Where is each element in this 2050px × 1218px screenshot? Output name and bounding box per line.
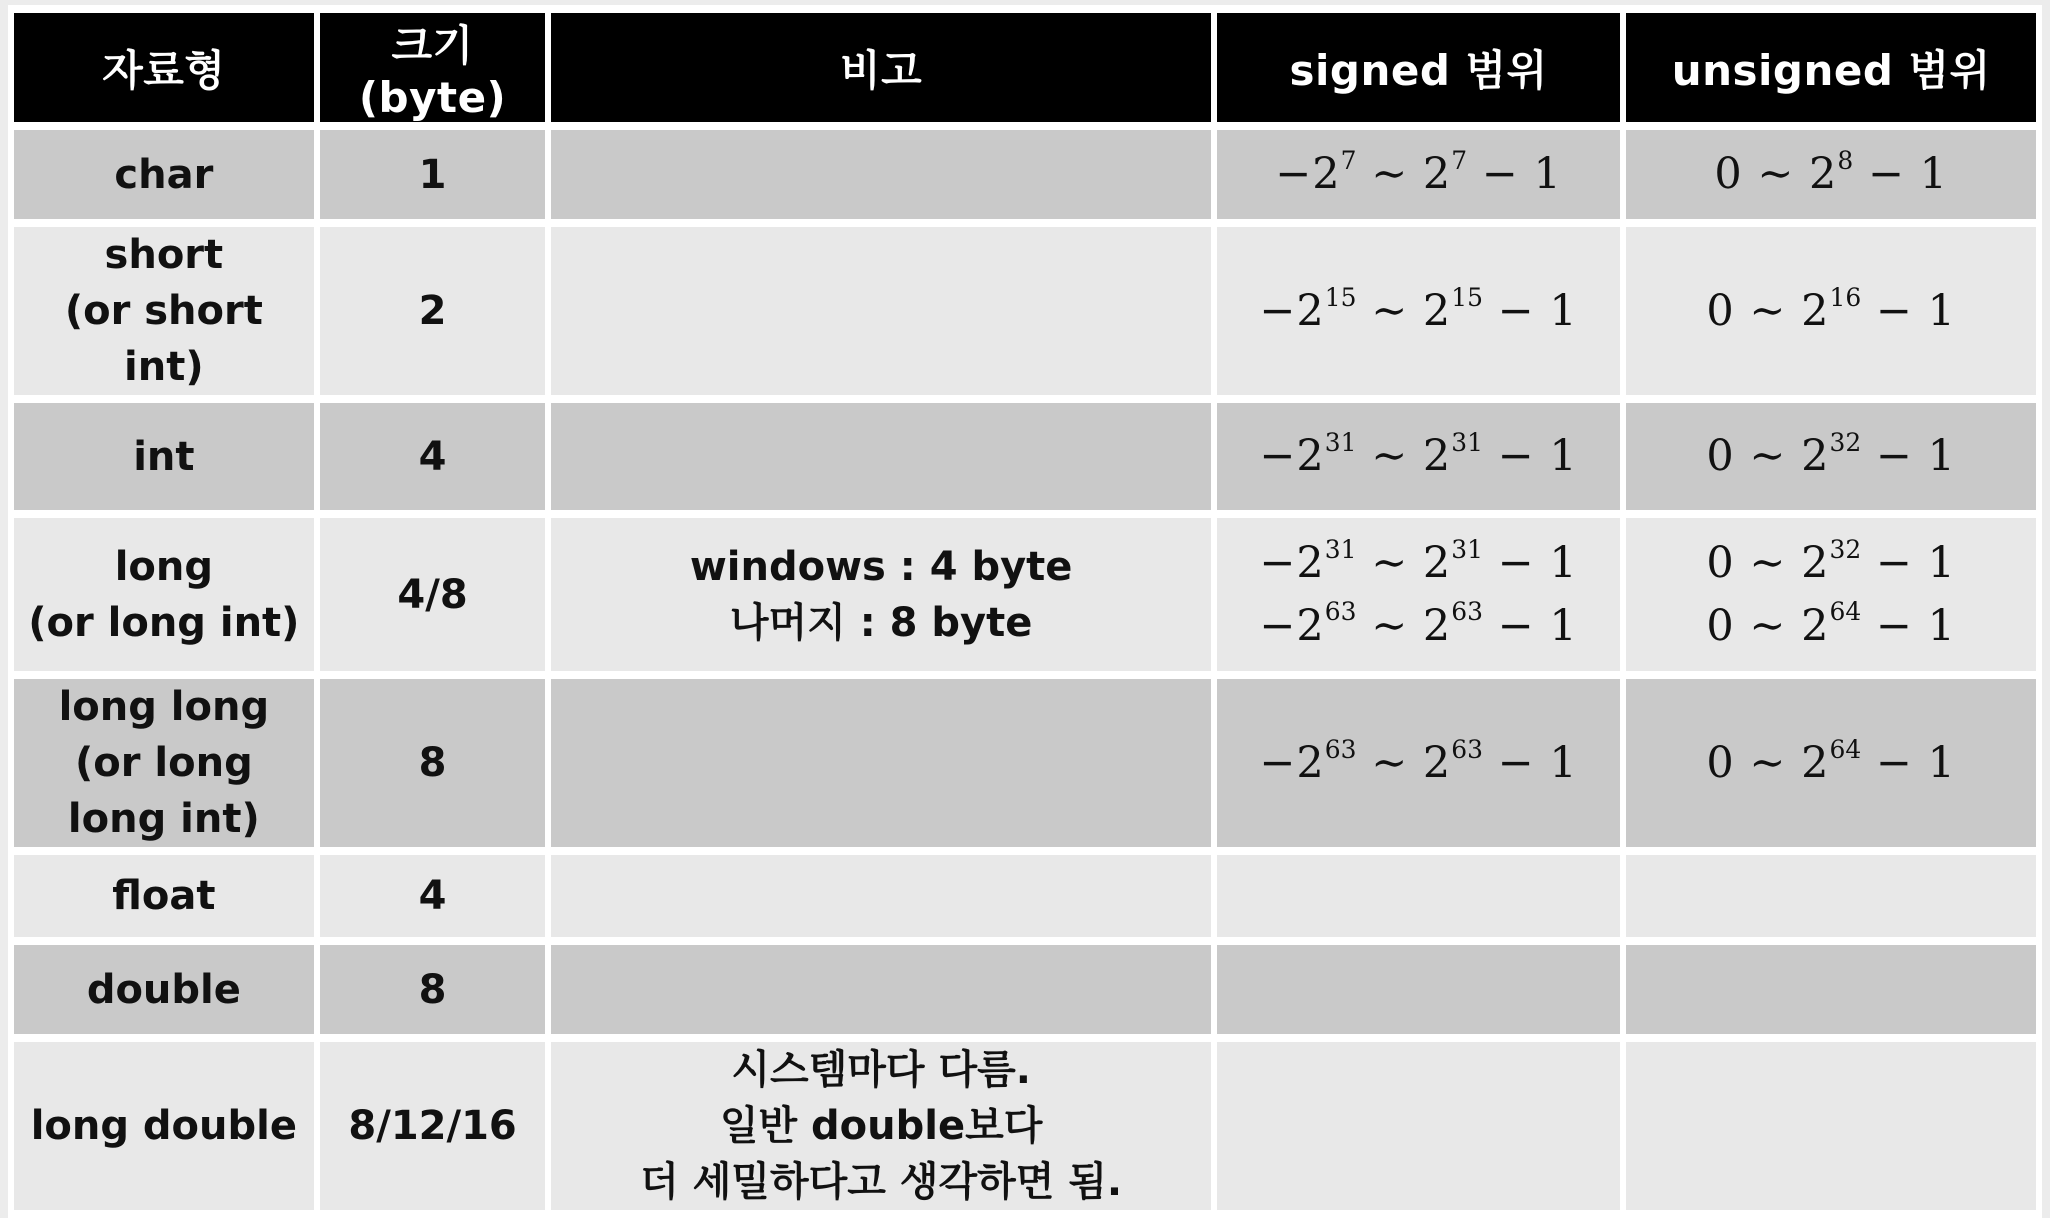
cell-size-bytes: 1 [320, 130, 546, 219]
col-header-unsigned-range: unsigned 범위 [1626, 13, 2036, 122]
cell-unsigned-range [1626, 945, 2036, 1034]
cell-type-name: long double [14, 1042, 314, 1210]
table-row [14, 1042, 2036, 1210]
cell-type-name: float [14, 855, 314, 937]
cell-unsigned-range: 0 ∼ $2^{32} - 1$ 0 ∼ $2^{64} - 1$ [1626, 518, 2036, 671]
table-body [14, 130, 2036, 1210]
cell-size-bytes: 4/8 [320, 518, 546, 671]
cell-type-name: int [14, 403, 314, 510]
cell-note [551, 130, 1210, 219]
cell-signed-range: $-2^{31}$ ∼ $2^{31} - 1$ $-2^{63}$ ∼ $2^{63} - 1$ [1217, 518, 1621, 671]
table-row [14, 518, 2036, 671]
table-row [14, 227, 2036, 395]
cell-signed-range: $-2^{15}$ ∼ $2^{15} - 1$ [1217, 227, 1621, 395]
cell-size-bytes: 4 [320, 855, 546, 937]
cell-size-bytes: 2 [320, 227, 546, 395]
cell-signed-range: $-2^7$ ∼ $2^7 - 1$ [1217, 130, 1621, 219]
cell-unsigned-range: 0 ∼ $2^{32} - 1$ [1626, 403, 2036, 510]
cell-type-name: long long (or long long int) [14, 679, 314, 847]
cell-size-bytes: 4 [320, 403, 546, 510]
col-header-signed-range: signed 범위 [1217, 13, 1621, 122]
cell-size-bytes: 8 [320, 945, 546, 1034]
table-row [14, 130, 2036, 219]
table-row [14, 855, 2036, 937]
cell-unsigned-range [1626, 855, 2036, 937]
cell-type-name: short (or short int) [14, 227, 314, 395]
cell-signed-range [1217, 945, 1621, 1034]
table-row [14, 945, 2036, 1034]
table-header [14, 13, 2036, 122]
col-header-note: 비고 [551, 13, 1210, 122]
cell-type-name: char [14, 130, 314, 219]
cell-note [551, 227, 1210, 395]
table-row [14, 403, 2036, 510]
cell-note [551, 855, 1210, 937]
cell-signed-range: $-2^{63}$ ∼ $2^{63} - 1$ [1217, 679, 1621, 847]
cell-unsigned-range: 0 ∼ $2^{64} - 1$ [1626, 679, 2036, 847]
cell-type-name: double [14, 945, 314, 1034]
cell-note [551, 945, 1210, 1034]
table-row [14, 679, 2036, 847]
cell-size-bytes: 8/12/16 [320, 1042, 546, 1210]
data-types-table [8, 5, 2042, 1218]
cell-note [551, 403, 1210, 510]
cell-note: windows : 4 byte 나머지 : 8 byte [551, 518, 1210, 671]
header-row [14, 13, 2036, 122]
cell-note: 시스템마다 다름. 일반 double보다 더 세밀하다고 생각하면 됨. [551, 1042, 1210, 1210]
cell-unsigned-range: 0 ∼ $2^8 - 1$ [1626, 130, 2036, 219]
cell-signed-range: $-2^{31}$ ∼ $2^{31} - 1$ [1217, 403, 1621, 510]
cell-type-name: long (or long int) [14, 518, 314, 671]
cell-size-bytes: 8 [320, 679, 546, 847]
cell-note [551, 679, 1210, 847]
cell-unsigned-range: 0 ∼ $2^{16} - 1$ [1626, 227, 2036, 395]
cell-unsigned-range [1626, 1042, 2036, 1210]
col-header-size: 크기(byte) [320, 13, 546, 122]
cell-signed-range [1217, 855, 1621, 937]
cell-signed-range [1217, 1042, 1621, 1210]
col-header-type: 자료형 [14, 13, 314, 122]
